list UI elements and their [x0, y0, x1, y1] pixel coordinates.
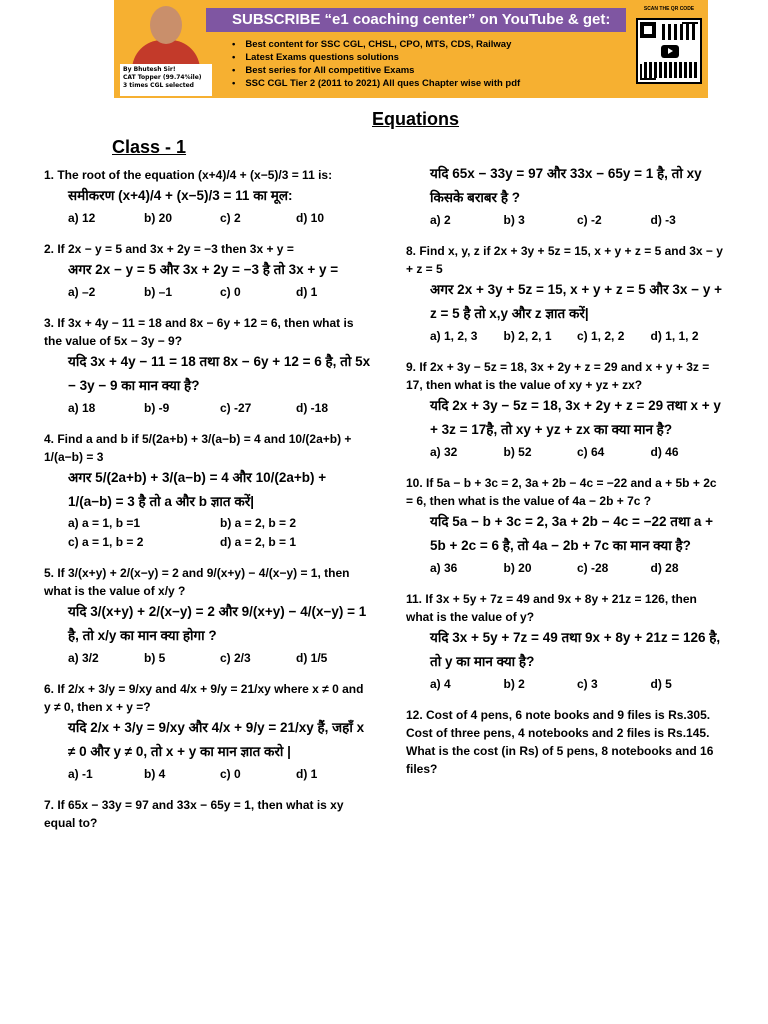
question-text-en: 10. If 5a − b + 3c = 2, 3a + 2b − 4c = −22 and a + 5b + 2c = 6, then what is the value of 4a − 2b + 7c ? — [406, 476, 717, 508]
question-text-en: 1. The root of the equation (x+4)/4 + (x−5)/3 = 11 is: — [44, 168, 333, 182]
question-text-hi: यदि 3/(x+y) + 2/(x−y) = 2 और 9/(x+y) − 4/(x−y) = 1 है, तो x/y का मान क्या होगा ? — [68, 604, 367, 643]
answer-option[interactable]: b) -9 — [144, 401, 170, 415]
answer-option[interactable]: d) 1 — [296, 767, 318, 781]
teacher-photo — [118, 0, 214, 98]
question — [44, 564, 372, 668]
question — [406, 162, 724, 230]
answer-option[interactable]: d) 5 — [650, 677, 672, 691]
answer-option[interactable]: b) 20 — [144, 211, 173, 225]
answer-option[interactable]: c) -2 — [577, 213, 602, 227]
answer-option[interactable]: c) 64 — [577, 445, 605, 459]
answer-option[interactable]: a) 4 — [430, 677, 451, 691]
question-text-hi: समीकरण (x+4)/4 + (x−5)/3 = 11 का मूल: — [68, 188, 293, 203]
question-text-en: 2. If 2x − y = 5 and 3x + 2y = −3 then 3x + y = — [44, 242, 294, 256]
question-text-en: 11. If 3x + 5y + 7z = 49 and 9x + 8y + 21z = 126, then what is the value of y? — [406, 592, 697, 624]
answer-options — [406, 674, 724, 694]
question — [44, 314, 372, 418]
question-text-en: 4. Find a and b if 5/(2a+b) + 3/(a−b) = 4 and 10/(2a+b) + 1/(a−b) = 3 — [44, 432, 352, 464]
teacher-head — [150, 6, 182, 44]
answer-options — [406, 558, 724, 578]
answer-option[interactable]: a) –2 — [68, 285, 96, 299]
question-text-hi: यदि 65x − 33y = 97 और 33x − 65y = 1 है, तो xy किसके बराबर है ? — [430, 166, 702, 205]
answer-option[interactable]: d) 1/5 — [296, 651, 328, 665]
benefit-item: • SSC CGL Tier 2 (2011 to 2021) All ques Chapter wise with pdf — [232, 77, 520, 90]
answer-option[interactable]: c) a = 1, b = 2 — [68, 535, 144, 549]
answer-option[interactable]: d) -3 — [650, 213, 676, 227]
answer-option[interactable]: b) 5 — [144, 651, 166, 665]
class-label: Class - 1 — [112, 137, 187, 157]
question-text-en: 8. Find x, y, z if 2x + 3y + 5z = 15, x + y + z = 5 and 3x − y + z = 5 — [406, 244, 723, 276]
question-text-hi: यदि 3x + 4y − 11 = 18 तथा 8x − 6y + 12 = 6 है, तो 5x − 3y − 9 का मान क्या है? — [68, 354, 371, 393]
qr-code[interactable] — [636, 18, 702, 84]
question — [406, 474, 724, 578]
qr-panel — [630, 0, 708, 98]
answer-options — [44, 764, 372, 784]
answer-option[interactable]: c) -28 — [577, 561, 609, 575]
question-text-hi: अगर 2x − y = 5 और 3x + 2y = −3 है तो 3x + y = — [68, 262, 339, 277]
answer-option[interactable]: c) 3 — [577, 677, 598, 691]
answer-option[interactable]: a) 36 — [430, 561, 458, 575]
answer-option[interactable]: b) 20 — [503, 561, 532, 575]
qr-pattern — [662, 24, 698, 40]
question-text-en: 7. If 65x − 33y = 97 and 33x − 65y = 1, then what is xy equal to? — [44, 798, 344, 830]
answer-option[interactable]: c) 2/3 — [220, 651, 251, 665]
answer-option[interactable]: d) a = 2, b = 1 — [220, 535, 297, 549]
answer-option[interactable]: a) a = 1, b =1 — [68, 516, 141, 530]
question-text-hi: अगर 5/(2a+b) + 3/(a−b) = 4 और 10/(2a+b) + 1/(a−b) = 3 है तो a और b ज्ञात करें| — [68, 470, 327, 509]
answer-option[interactable]: b) 2 — [503, 677, 525, 691]
answer-option[interactable]: d) 1, 1, 2 — [650, 329, 699, 343]
question-text-en: 5. If 3/(x+y) + 2/(x−y) = 2 and 9/(x+y) − 4/(x−y) = 1, then what is the value of x/y ? — [44, 566, 350, 598]
answer-option[interactable]: a) 18 — [68, 401, 96, 415]
caption-line: By Bhutesh Sir! — [123, 66, 176, 73]
answer-options — [44, 514, 372, 552]
question — [406, 706, 724, 778]
youtube-play-icon — [661, 45, 679, 58]
question-text-en: 12. Cost of 4 pens, 6 note books and 9 files is Rs.305. Cost of three pens, 4 notebooks and 2 files is Rs.145. What is the cost (in Rs) of 5 pens, 8 notebooks and 16 files? — [406, 708, 714, 776]
question — [44, 680, 372, 784]
question — [44, 166, 372, 228]
question — [406, 590, 724, 694]
question-text-hi: यदि 2x + 3y − 5z = 18, 3x + 2y + z = 29 तथा x + y + 3z = 17है, तो xy + yz + zx का क्या मान है? — [430, 398, 721, 437]
answer-option[interactable]: a) 2 — [430, 213, 451, 227]
answer-options — [406, 210, 724, 230]
answer-option[interactable]: a) -1 — [68, 767, 93, 781]
answer-option[interactable]: b) 4 — [144, 767, 166, 781]
qr-pattern — [642, 62, 698, 78]
benefit-item: • Best content for SSC CGL, CHSL, CPO, MTS, CDS, Railway — [232, 38, 520, 51]
answer-option[interactable]: c) 1, 2, 2 — [577, 329, 625, 343]
answer-option[interactable]: c) 0 — [220, 767, 241, 781]
answer-option[interactable]: d) 46 — [650, 445, 679, 459]
page-title: Equations — [372, 109, 460, 129]
question — [406, 358, 724, 462]
caption-line: CAT Topper (99.74%ile) — [123, 74, 202, 81]
question-text-hi: यदि 5a − b + 3c = 2, 3a + 2b − 4c = −22 तथा a + 5b + 2c = 6 है, तो 4a − 2b + 7c का मान क्या है? — [430, 514, 713, 553]
answer-option[interactable]: a) 1, 2, 3 — [430, 329, 478, 343]
answer-option[interactable]: a) 3/2 — [68, 651, 99, 665]
question-text-en: 3. If 3x + 4y − 11 = 18 and 8x − 6y + 12 = 6, then what is the value of 5x − 3y − 9? — [44, 316, 354, 348]
question-text-hi: अगर 2x + 3y + 5z = 15, x + y + z = 5 और 3x − y + z = 5 है तो x,y और z ज्ञात करें| — [430, 282, 722, 321]
benefit-list — [232, 38, 520, 90]
right-column — [406, 162, 724, 790]
benefit-item: • Latest Exams questions solutions — [232, 51, 520, 64]
question — [44, 796, 372, 832]
question — [406, 242, 724, 346]
answer-option[interactable]: d) -18 — [296, 401, 329, 415]
answer-option[interactable]: d) 10 — [296, 211, 325, 225]
answer-options — [406, 326, 724, 346]
answer-option[interactable]: c) -27 — [220, 401, 252, 415]
answer-option[interactable]: b) 52 — [503, 445, 532, 459]
answer-option[interactable]: d) 28 — [650, 561, 679, 575]
answer-option[interactable]: b) 2, 2, 1 — [503, 329, 552, 343]
answer-option[interactable]: b) 3 — [503, 213, 525, 227]
question — [44, 240, 372, 302]
answer-options — [406, 442, 724, 462]
teacher-caption — [120, 64, 212, 96]
answer-options — [44, 648, 372, 668]
answer-option[interactable]: c) 2 — [220, 211, 241, 225]
answer-option[interactable]: b) a = 2, b = 2 — [220, 516, 297, 530]
answer-options — [44, 398, 372, 418]
caption-line: 3 times CGL selected — [123, 82, 194, 89]
question-text-hi: यदि 3x + 5y + 7z = 49 तथा 9x + 8y + 21z = 126 है, तो y का मान क्या है? — [430, 630, 721, 669]
answer-option[interactable]: c) 0 — [220, 285, 241, 299]
benefit-item: • Best series for All competitive Exams — [232, 64, 520, 77]
question-text-en: 6. If 2/x + 3/y = 9/xy and 4/x + 9/y = 21/xy where x ≠ 0 and y ≠ 0, then x + y =? — [44, 682, 364, 714]
subscribe-heading: SUBSCRIBE “e1 coaching center” on YouTube & get: — [206, 8, 626, 32]
qr-label: SCAN THE QR CODE — [643, 6, 695, 12]
answer-option[interactable]: b) –1 — [144, 285, 173, 299]
question-text-hi: यदि 2/x + 3/y = 9/xy और 4/x + 9/y = 21/xy हैं, जहाँ x ≠ 0 और y ≠ 0, तो x + y का मान ज्ञात करो | — [68, 720, 365, 759]
left-column — [44, 166, 372, 844]
answer-options — [44, 208, 372, 228]
qr-finder — [640, 22, 656, 38]
promo-banner — [114, 0, 708, 98]
answer-option[interactable]: d) 1 — [296, 285, 318, 299]
question-text-en: 9. If 2x + 3y − 5z = 18, 3x + 2y + z = 29 and x + y + 3z = 17, then what is the value of xy + yz + zx? — [406, 360, 710, 392]
question — [44, 430, 372, 552]
answer-options — [44, 282, 372, 302]
answer-option[interactable]: a) 12 — [68, 211, 96, 225]
answer-option[interactable]: a) 32 — [430, 445, 458, 459]
